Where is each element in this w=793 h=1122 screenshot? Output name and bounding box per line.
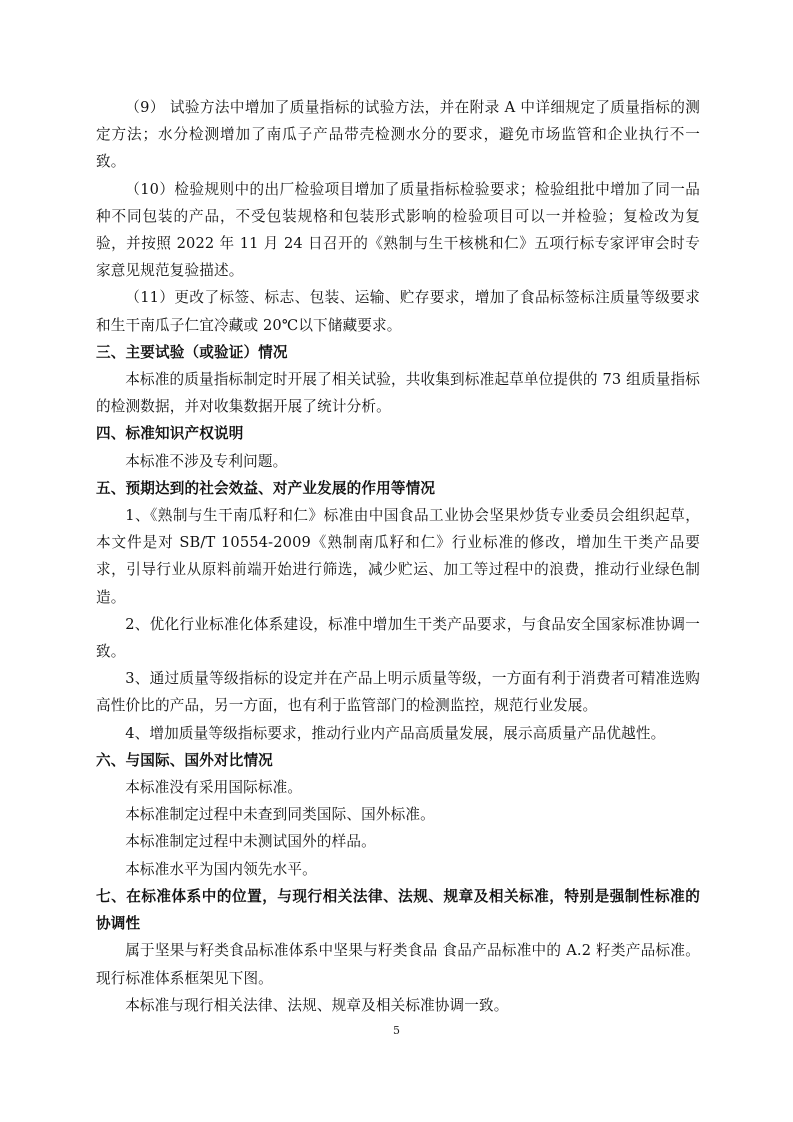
section-5-item-1: 1、《熟制与生干南瓜籽和仁》标准由中国食品工业协会坚果炒货专业委员会组织起草，本文件是对 SB/T 10554-2009《熟制南瓜籽和仁》行业标准的修改，增加生干类产品要求，引导行业从原料前端开始进行筛选，减少贮运、加工等过程中的浪费，推动行业绿色制造。 — [96, 507, 700, 606]
section-6-line-1: 本标准没有采用国际标准。 — [125, 779, 303, 797]
section-6-line-3: 本标准制定过程中未测试国外的样品。 — [125, 833, 376, 851]
page-number: 5 — [393, 1024, 400, 1037]
section-5-item-2: 2、优化行业标准化体系建设，标准中增加生干类产品要求，与食品安全国家标准协调一致。 — [96, 615, 700, 661]
section-6-heading: 六、与国际、国外对比情况 — [96, 751, 273, 769]
section-7-paragraph-2: 本标准与现行相关法律、法规、规章及相关标准协调一致。 — [125, 996, 509, 1014]
section-6-line-4: 本标准水平为国内领先水平。 — [125, 860, 317, 878]
section-4-heading: 四、标准知识产权说明 — [96, 425, 244, 443]
section-7-heading: 七、在标准体系中的位置，与现行相关法律、法规、规章及相关标准，特别是强制性标准的协调性 — [96, 887, 700, 933]
section-6-line-2: 本标准制定过程中未查到同类国际、国外标准。 — [125, 806, 435, 824]
paragraph-item-9: （9） 试验方法中增加了质量指标的试验方法，并在附录 A 中详细规定了质量指标的测定方法；水分检测增加了南瓜子产品带壳检测水分的要求，避免市场监管和企业执行不一致。 — [96, 99, 700, 171]
section-7-paragraph-1: 属于坚果与籽类食品标准体系中坚果与籽类食品 食品产品标准中的 A.2 籽类产品标准。现行标准体系框架见下图。 — [96, 942, 700, 987]
section-5-item-3: 3、通过质量等级指标的设定并在产品上明示质量等级，一方面有利于消费者可精准选购高性价比的产品，另一方面，也有利于监管部门的检测监控，规范行业发展。 — [96, 670, 700, 715]
paragraph-item-10: （10）检验规则中的出厂检验项目增加了质量指标检验要求；检验组批中增加了同一品种不同包装的产品，不受包装规格和包装形式影响的检验项目可以一并检验；复检改为复验，并按照 2022 年 11 月 24 日召开的《熟制与生干核桃和仁》五项行标专家评审会时专家意见规范复验描述。 — [96, 180, 700, 280]
section-3-text: 本标准的质量指标制定时开展了相关试验，共收集到标准起草单位提供的 73 组质量指标的检测数据，并对收集数据开展了统计分析。 — [96, 371, 700, 416]
section-4-text: 本标准不涉及专利问题。 — [125, 452, 288, 470]
paragraph-item-11: （11）更改了标签、标志、包装、运输、贮存要求，增加了食品标签标注质量等级要求和生干南瓜子仁宜冷藏或 20℃以下储藏要求。 — [96, 289, 700, 334]
document-page — [96, 94, 700, 1019]
section-3-heading: 三、主要试验（或验证）情况 — [96, 343, 288, 361]
section-5-item-4: 4、增加质量等级指标要求，推动行业内产品高质量发展，展示高质量产品优越性。 — [125, 724, 666, 742]
section-5-heading: 五、预期达到的社会效益、对产业发展的作用等情况 — [96, 479, 436, 497]
